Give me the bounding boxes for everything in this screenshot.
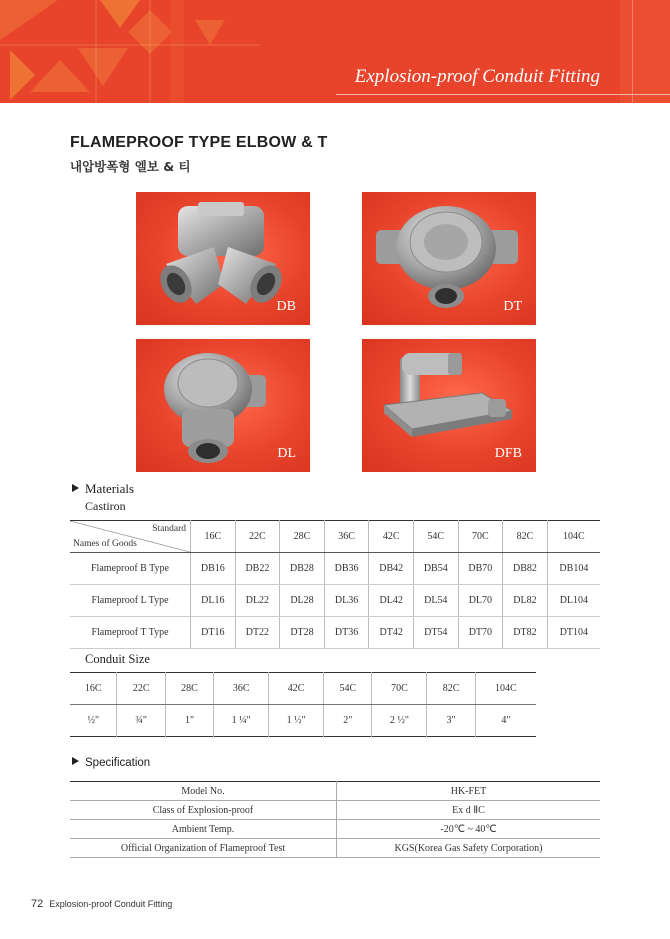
specification-title: Specification [85, 757, 151, 769]
conduit-value-row [70, 705, 536, 737]
photo-label-dt: DT [503, 299, 522, 314]
spec-row [70, 801, 600, 820]
conduit-col-header: 54C [324, 673, 372, 705]
goods-col-header: 16C [191, 521, 236, 553]
conduit-col-header: 36C [214, 673, 269, 705]
table-row [70, 553, 600, 585]
table-cell: DT104 [547, 617, 600, 649]
banner-title: Explosion-proof Conduit Fitting [354, 66, 600, 87]
corner-goods-label: Names of Goods [73, 539, 137, 549]
table-cell: DB28 [280, 553, 325, 585]
row-name: Flameproof B Type [70, 553, 191, 585]
table-cell: DL42 [369, 585, 414, 617]
conduit-size-value: 3" [427, 705, 475, 737]
table-cell: DB16 [191, 553, 236, 585]
page-title: FLAMEPROOF TYPE ELBOW & T [70, 134, 328, 151]
conduit-col-header: 104C [475, 673, 536, 705]
conduit-size-value: 1" [165, 705, 213, 737]
spec-row [70, 839, 600, 858]
footer-text: Explosion-proof Conduit Fitting [49, 899, 173, 909]
table-cell: DL28 [280, 585, 325, 617]
table-cell: DT22 [235, 617, 280, 649]
conduit-size-heading: Conduit Size [85, 652, 150, 666]
conduit-size-value: ¾" [117, 705, 165, 737]
table-cell: DT28 [280, 617, 325, 649]
table-cell: DL54 [413, 585, 458, 617]
table-cell: DB82 [503, 553, 548, 585]
photo-label-db: DB [276, 299, 296, 314]
goods-col-header: 82C [503, 521, 548, 553]
table-cell: DL70 [458, 585, 503, 617]
page-subtitle-korean: 내압방폭형 엘보 & 티 [70, 159, 191, 174]
conduit-col-header: 70C [372, 673, 427, 705]
specification-heading [72, 757, 150, 769]
table-cell: DL104 [547, 585, 600, 617]
table-cell: DT36 [324, 617, 369, 649]
spec-value: KGS(Korea Gas Safety Corporation) [337, 839, 601, 858]
product-photo-db [136, 192, 310, 325]
table-cell: DB42 [369, 553, 414, 585]
conduit-size-value: 1 ½" [269, 705, 324, 737]
row-name: Flameproof T Type [70, 617, 191, 649]
table-cell: DB70 [458, 553, 503, 585]
table-cell: DT16 [191, 617, 236, 649]
goods-col-header: 70C [458, 521, 503, 553]
spec-value: HK-FET [337, 782, 601, 801]
spec-label: Ambient Temp. [70, 820, 337, 839]
spec-label: Class of Explosion-proof [70, 801, 337, 820]
goods-col-header: 36C [324, 521, 369, 553]
table-cell: DB54 [413, 553, 458, 585]
triangle-bullet-icon [72, 484, 79, 492]
conduit-col-header: 22C [117, 673, 165, 705]
table-cell: DL36 [324, 585, 369, 617]
table-row [70, 585, 600, 617]
goods-col-header: 22C [235, 521, 280, 553]
conduit-size-value: ½" [87, 715, 100, 726]
table-cell: DB36 [324, 553, 369, 585]
table-row [70, 617, 600, 649]
conduit-header-row [70, 673, 536, 705]
photo-label-dl: DL [277, 446, 296, 461]
page-number: 72 [31, 898, 44, 910]
table-cell: DT70 [458, 617, 503, 649]
spec-label: Model No. [70, 782, 337, 801]
photo-label-dfb: DFB [494, 446, 522, 461]
spec-value: Ex d ⅡC [337, 801, 601, 820]
goods-corner-cell [70, 521, 191, 553]
page-footer [31, 898, 172, 910]
conduit-size-value: 4" [475, 705, 536, 737]
conduit-size-table [70, 672, 536, 737]
table-cell: DT82 [503, 617, 548, 649]
row-name: Flameproof L Type [70, 585, 191, 617]
goods-table [70, 520, 600, 649]
banner-rule [336, 94, 670, 95]
conduit-col-header: 82C [427, 673, 475, 705]
product-photo-dt [362, 192, 536, 325]
goods-col-header: 28C [280, 521, 325, 553]
table-cell: DT54 [413, 617, 458, 649]
spec-row [70, 820, 600, 839]
table-cell: DL22 [235, 585, 280, 617]
table-cell: DL82 [503, 585, 548, 617]
conduit-col-header: 16C [70, 673, 117, 705]
conduit-col-header: 28C [165, 673, 213, 705]
table-cell: DB104 [547, 553, 600, 585]
materials-title: Materials [85, 481, 135, 496]
materials-heading [72, 481, 134, 497]
conduit-size-value: 2" [324, 705, 372, 737]
header-banner [0, 0, 670, 103]
conduit-size-value: 1 ¼" [214, 705, 269, 737]
goods-header-row [70, 521, 600, 553]
triangle-bullet-icon [72, 757, 79, 765]
table-cell: DT42 [369, 617, 414, 649]
goods-col-header: 104C [547, 521, 600, 553]
product-photo-dl [136, 339, 310, 472]
goods-col-header: 42C [369, 521, 414, 553]
spec-row [70, 782, 600, 801]
conduit-col-header: 42C [269, 673, 324, 705]
corner-standard-label: Standard [152, 524, 186, 534]
table-cell: DL16 [191, 585, 236, 617]
spec-value: -20℃ ~ 40℃ [337, 820, 601, 839]
conduit-size-value: 2 ½" [372, 705, 427, 737]
spec-label: Official Organization of Flameproof Test [70, 839, 337, 858]
materials-value: Castiron [85, 499, 126, 513]
goods-col-header: 54C [413, 521, 458, 553]
specification-table [70, 781, 600, 858]
product-photo-dfb [362, 339, 536, 472]
table-cell: DB22 [235, 553, 280, 585]
